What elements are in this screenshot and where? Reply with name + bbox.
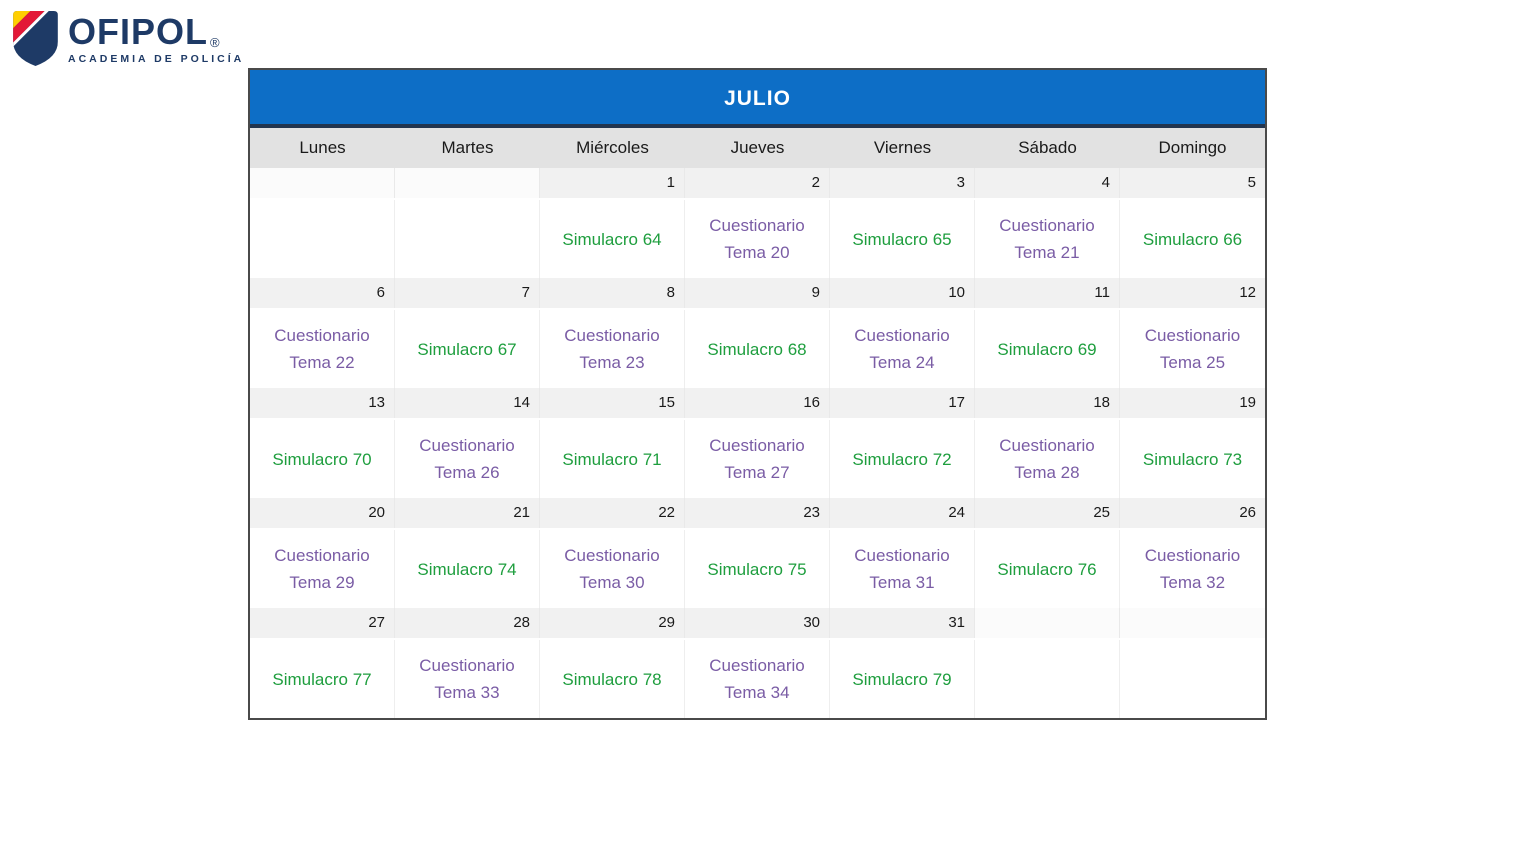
event-cuestionario-day-12 <box>1120 310 1265 388</box>
event-label-line: Simulacro 74 <box>417 559 517 579</box>
event-label-line: Cuestionario <box>999 216 1095 235</box>
event-cuestionario-day-16 <box>685 420 830 498</box>
date-cell-21: 21 <box>395 498 540 528</box>
date-cell-6: 6 <box>250 278 395 308</box>
event-label-line: Cuestionario <box>709 656 805 675</box>
event-label-line: Tema 21 <box>1014 243 1080 262</box>
day-header-viernes: Viernes <box>873 138 932 157</box>
logo-tagline: ACADEMIA DE POLICÍA <box>68 53 245 65</box>
day-header-lunes: Lunes <box>299 138 346 157</box>
event-cuestionario-day-30 <box>685 640 830 718</box>
event-label-line: Simulacro 73 <box>1142 449 1243 469</box>
date-cell-23: 23 <box>685 498 830 528</box>
date-row-week-5 <box>250 608 1265 640</box>
event-label-line: Cuestionario <box>709 216 805 235</box>
event-label-line: Simulacro 65 <box>852 229 952 249</box>
event-label-line: Simulacro 77 <box>272 669 372 689</box>
date-cell-13: 13 <box>250 388 395 418</box>
date-cell-1: 1 <box>540 168 685 198</box>
date-cell-4: 4 <box>975 168 1120 198</box>
event-cuestionario-day-6 <box>250 310 395 388</box>
event-label-line: Cuestionario <box>854 326 950 345</box>
event-label-line: Cuestionario <box>1144 546 1241 565</box>
ofipol-shield-icon <box>12 10 59 67</box>
event-cuestionario-day-22 <box>540 530 685 608</box>
date-cell-empty <box>1120 608 1265 638</box>
event-row-week-5 <box>250 640 1265 718</box>
day-headers-row <box>250 128 1265 168</box>
event-label-line: Cuestionario <box>709 436 805 455</box>
event-simulacro-day-11 <box>975 310 1120 388</box>
event-cuestionario-day-28 <box>395 640 540 718</box>
event-cuestionario-day-26 <box>1120 530 1265 608</box>
event-row-week-2 <box>250 310 1265 388</box>
event-cuestionario-day-2 <box>685 200 830 278</box>
event-label-line: Tema 20 <box>724 243 790 262</box>
event-cuestionario-day-24 <box>830 530 975 608</box>
event-label-line: Simulacro 76 <box>997 559 1097 579</box>
july-calendar <box>248 68 1267 720</box>
event-label-line: Tema 31 <box>869 573 935 592</box>
date-cell-empty <box>975 608 1120 638</box>
event-simulacro-day-29 <box>540 640 685 718</box>
event-label-line: Tema 22 <box>289 353 355 372</box>
date-cell-25: 25 <box>975 498 1120 528</box>
logo-text-block <box>68 10 244 65</box>
day-header-miercoles: Miércoles <box>576 138 649 157</box>
date-cell-28: 28 <box>395 608 540 638</box>
date-cell-17: 17 <box>830 388 975 418</box>
date-cell-27: 27 <box>250 608 395 638</box>
event-label-line: Simulacro 78 <box>562 669 662 689</box>
date-cell-22: 22 <box>540 498 685 528</box>
event-label-line: Tema 32 <box>1159 573 1226 592</box>
date-cell-19: 19 <box>1120 388 1265 418</box>
event-simulacro-day-5 <box>1120 200 1265 278</box>
event-label-line: Cuestionario <box>564 546 660 565</box>
event-label-line: Simulacro 72 <box>852 449 952 469</box>
event-simulacro-day-17 <box>830 420 975 498</box>
registered-mark: ® <box>210 35 220 50</box>
event-label-line: Cuestionario <box>999 436 1095 455</box>
event-simulacro-day-19 <box>1120 420 1265 498</box>
event-simulacro-day-1 <box>540 200 685 278</box>
date-cell-16: 16 <box>685 388 830 418</box>
event-cuestionario-day-8 <box>540 310 685 388</box>
date-row-week-4 <box>250 498 1265 530</box>
event-label-line: Tema 23 <box>579 353 645 372</box>
empty-day-cell <box>250 200 395 278</box>
empty-day-cell <box>1120 640 1265 718</box>
event-label-line: Tema 34 <box>724 683 790 702</box>
date-cell-2: 2 <box>685 168 830 198</box>
date-cell-3: 3 <box>830 168 975 198</box>
event-simulacro-day-21 <box>395 530 540 608</box>
event-label-line: Simulacro 75 <box>707 559 807 579</box>
event-label-line: Cuestionario <box>419 436 515 455</box>
event-label-line: Simulacro 64 <box>562 229 662 249</box>
empty-day-cell <box>395 200 540 278</box>
event-simulacro-day-9 <box>685 310 830 388</box>
day-header-domingo: Domingo <box>1158 138 1227 157</box>
event-cuestionario-day-4 <box>975 200 1120 278</box>
event-label-line: Tema 30 <box>579 573 645 592</box>
event-cuestionario-day-18 <box>975 420 1120 498</box>
event-label-line: Cuestionario <box>854 546 950 565</box>
day-header-martes: Martes <box>441 138 494 157</box>
day-header-sabado: Sábado <box>1018 138 1077 157</box>
event-simulacro-day-7 <box>395 310 540 388</box>
date-cell-18: 18 <box>975 388 1120 418</box>
event-simulacro-day-3 <box>830 200 975 278</box>
date-cell-empty <box>250 168 395 198</box>
ofipol-logo <box>12 10 244 67</box>
event-label-line: Cuestionario <box>419 656 515 675</box>
date-cell-31: 31 <box>830 608 975 638</box>
date-cell-20: 20 <box>250 498 395 528</box>
date-cell-30: 30 <box>685 608 830 638</box>
event-label-line: Tema 28 <box>1014 463 1080 482</box>
event-cuestionario-day-20 <box>250 530 395 608</box>
date-cell-15: 15 <box>540 388 685 418</box>
event-simulacro-day-23 <box>685 530 830 608</box>
event-simulacro-day-25 <box>975 530 1120 608</box>
event-label-line: Tema 25 <box>1159 353 1226 372</box>
event-label-line: Simulacro 70 <box>272 449 372 469</box>
event-simulacro-day-13 <box>250 420 395 498</box>
event-label-line: Simulacro 71 <box>562 449 662 469</box>
month-title: JULIO <box>250 70 1265 128</box>
event-label-line: Tema 24 <box>869 353 935 372</box>
date-cell-29: 29 <box>540 608 685 638</box>
date-cell-8: 8 <box>540 278 685 308</box>
calendar-grid <box>250 168 1265 718</box>
date-cell-10: 10 <box>830 278 975 308</box>
event-row-week-3 <box>250 420 1265 498</box>
date-row-week-2 <box>250 278 1265 310</box>
event-label-line: Tema 27 <box>724 463 790 482</box>
date-cell-9: 9 <box>685 278 830 308</box>
event-cuestionario-day-14 <box>395 420 540 498</box>
event-label-line: Simulacro 79 <box>852 669 952 689</box>
event-simulacro-day-27 <box>250 640 395 718</box>
event-row-week-4 <box>250 530 1265 608</box>
event-label-line: Cuestionario <box>1144 326 1241 345</box>
date-cell-7: 7 <box>395 278 540 308</box>
date-cell-11: 11 <box>975 278 1120 308</box>
event-label-line: Simulacro 66 <box>1142 229 1243 249</box>
event-label-line: Cuestionario <box>274 326 370 345</box>
event-label-line: Tema 33 <box>434 683 500 702</box>
date-cell-empty <box>395 168 540 198</box>
event-simulacro-day-15 <box>540 420 685 498</box>
date-cell-24: 24 <box>830 498 975 528</box>
day-header-jueves: Jueves <box>730 138 785 157</box>
date-cell-26: 26 <box>1120 498 1265 528</box>
event-label-line: Tema 29 <box>289 573 355 592</box>
event-row-week-1 <box>250 200 1265 278</box>
event-label-line: Tema 26 <box>434 463 500 482</box>
logo-brand-text: OFIPOL <box>68 11 208 52</box>
date-row-week-3 <box>250 388 1265 420</box>
event-label-line: Simulacro 69 <box>997 339 1097 359</box>
event-cuestionario-day-10 <box>830 310 975 388</box>
date-cell-14: 14 <box>395 388 540 418</box>
date-row-week-1 <box>250 168 1265 200</box>
event-simulacro-day-31 <box>830 640 975 718</box>
event-label-line: Simulacro 68 <box>707 339 807 359</box>
date-cell-12: 12 <box>1120 278 1265 308</box>
event-label-line: Simulacro 67 <box>417 339 517 359</box>
empty-day-cell <box>975 640 1120 718</box>
event-label-line: Cuestionario <box>274 546 370 565</box>
date-cell-5: 5 <box>1120 168 1265 198</box>
event-label-line: Cuestionario <box>564 326 660 345</box>
